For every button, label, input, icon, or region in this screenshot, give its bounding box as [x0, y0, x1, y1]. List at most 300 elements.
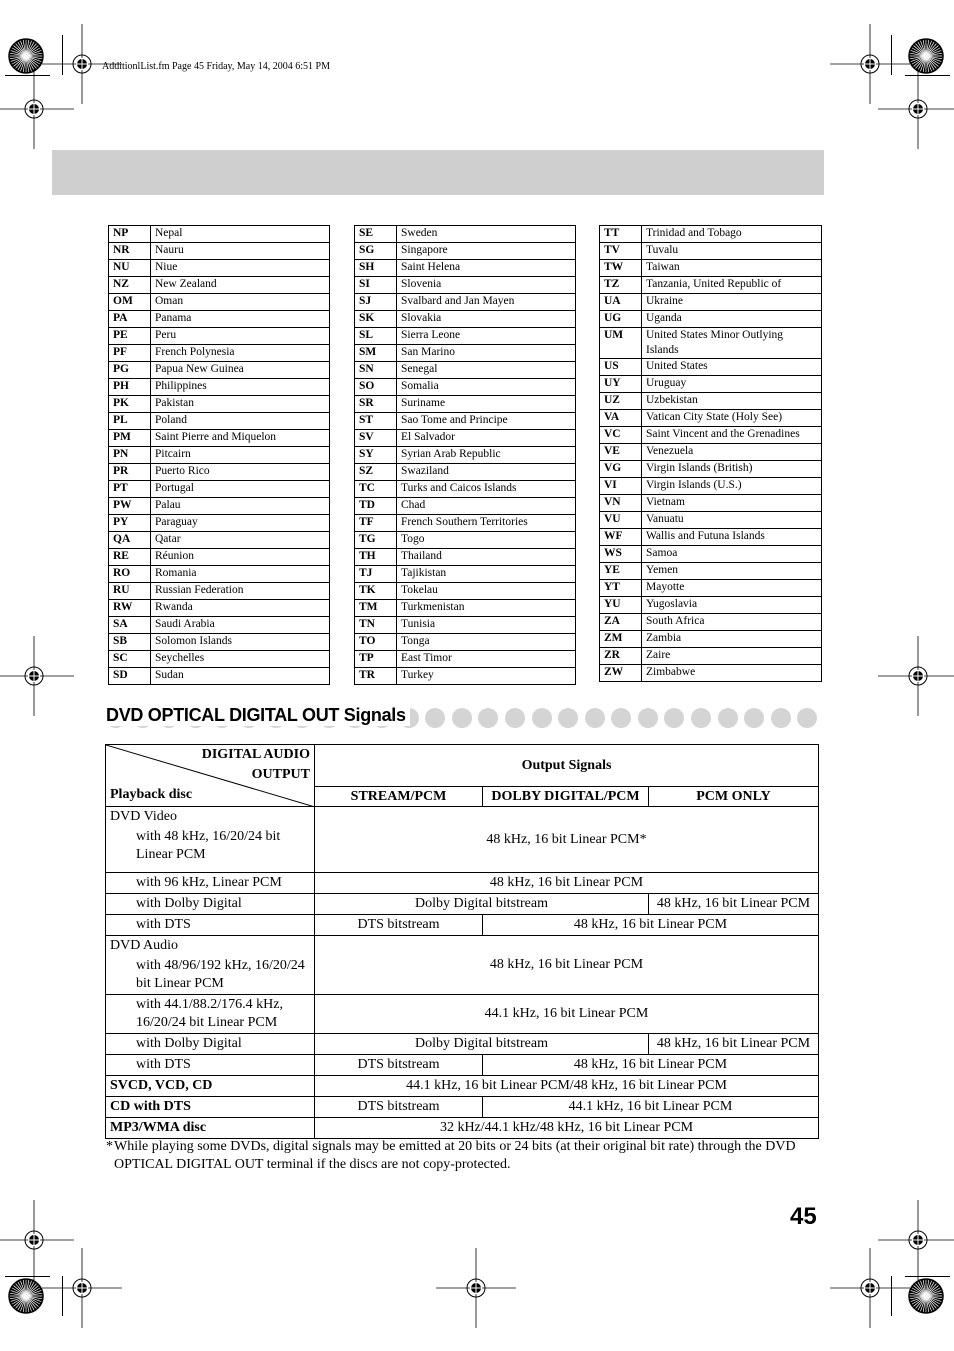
- country-name: Thailand: [397, 549, 576, 566]
- country-code: TV: [600, 243, 642, 260]
- country-row: [355, 243, 576, 260]
- country-name: Saudi Arabia: [151, 617, 330, 634]
- country-row: [109, 413, 330, 430]
- country-name: Solomon Islands: [151, 634, 330, 651]
- label-mp3: MP3/WMA disc: [106, 1118, 315, 1139]
- country-name: Puerto Rico: [151, 464, 330, 481]
- label-svcd: SVCD, VCD, CD: [106, 1076, 315, 1097]
- crop-mark: [62, 1276, 63, 1316]
- crop-mark: [5, 1276, 50, 1277]
- country-row: [600, 226, 822, 243]
- country-code: VA: [600, 410, 642, 427]
- country-code: SI: [355, 277, 397, 294]
- country-code: TH: [355, 549, 397, 566]
- country-code: VG: [600, 461, 642, 478]
- cell-da-48-out: 48 kHz, 16 bit Linear PCM: [315, 936, 819, 995]
- registration-crosshair: [830, 1248, 910, 1328]
- country-row: [109, 464, 330, 481]
- cell-da-dts-out2: 48 kHz, 16 bit Linear PCM: [483, 1055, 819, 1076]
- label-da-dts: with DTS: [106, 1055, 315, 1076]
- title-dot: [585, 708, 605, 728]
- country-name: Pitcairn: [151, 447, 330, 464]
- label-da-dolby: with Dolby Digital: [106, 1034, 315, 1055]
- country-code: ZA: [600, 614, 642, 631]
- country-row: [600, 393, 822, 410]
- country-row: [355, 379, 576, 396]
- country-name: Zaire: [642, 648, 822, 665]
- country-code: PR: [109, 464, 151, 481]
- country-name: Tuvalu: [642, 243, 822, 260]
- country-row: [600, 631, 822, 648]
- country-name: Saint Helena: [397, 260, 576, 277]
- country-name: Panama: [151, 311, 330, 328]
- country-code: ST: [355, 413, 397, 430]
- country-code: WS: [600, 546, 642, 563]
- country-name: Saint Pierre and Miquelon: [151, 430, 330, 447]
- country-code: SM: [355, 345, 397, 362]
- country-name: Vatican City State (Holy See): [642, 410, 822, 427]
- country-name: Réunion: [151, 549, 330, 566]
- country-row: [109, 566, 330, 583]
- country-name: Zimbabwe: [642, 665, 822, 682]
- country-name: Syrian Arab Republic: [397, 447, 576, 464]
- country-row: [600, 478, 822, 495]
- country-code: TN: [355, 617, 397, 634]
- country-code-table-1: [108, 225, 330, 685]
- country-row: [355, 668, 576, 685]
- header-pcm-only: PCM ONLY: [649, 787, 819, 807]
- country-row: [355, 549, 576, 566]
- country-code: SA: [109, 617, 151, 634]
- country-name: San Marino: [397, 345, 576, 362]
- country-row: [600, 311, 822, 328]
- registration-crosshair: [436, 1248, 516, 1328]
- country-code: RU: [109, 583, 151, 600]
- country-name: Turkmenistan: [397, 600, 576, 617]
- country-name: Togo: [397, 532, 576, 549]
- country-code: PW: [109, 498, 151, 515]
- cell-dv-96-out: 48 kHz, 16 bit Linear PCM: [315, 873, 819, 894]
- country-code: VC: [600, 427, 642, 444]
- registration-sunburst: [906, 1276, 946, 1316]
- header-playback-disc: Playback disc: [110, 787, 193, 802]
- country-name: Venezuela: [642, 444, 822, 461]
- signals-table: [105, 744, 819, 1139]
- country-row: [109, 396, 330, 413]
- header-digital-audio: DIGITAL AUDIO: [201, 747, 310, 762]
- registration-crosshair: [878, 69, 954, 149]
- country-row: [355, 651, 576, 668]
- country-code: UG: [600, 311, 642, 328]
- country-code: YU: [600, 597, 642, 614]
- country-name: Yemen: [642, 563, 822, 580]
- country-row: [600, 461, 822, 478]
- label-dv-dolby: with Dolby Digital: [106, 894, 315, 915]
- title-dot: [478, 708, 498, 728]
- country-row: [355, 566, 576, 583]
- country-row: [355, 362, 576, 379]
- country-row: [600, 563, 822, 580]
- country-name: Svalbard and Jan Mayen: [397, 294, 576, 311]
- country-name: Turks and Caicos Islands: [397, 481, 576, 498]
- country-name: Russian Federation: [151, 583, 330, 600]
- country-code: SD: [109, 668, 151, 685]
- country-row: [355, 226, 576, 243]
- country-code: UM: [600, 328, 642, 359]
- country-code: SB: [109, 634, 151, 651]
- label-dv-96: with 96 kHz, Linear PCM: [106, 873, 315, 894]
- country-name: Swaziland: [397, 464, 576, 481]
- country-code: PM: [109, 430, 151, 447]
- country-code: YE: [600, 563, 642, 580]
- country-code: TR: [355, 668, 397, 685]
- country-name: Singapore: [397, 243, 576, 260]
- title-dot: [718, 708, 738, 728]
- country-row: [109, 260, 330, 277]
- country-code: ZW: [600, 665, 642, 682]
- title-dot: [425, 708, 445, 728]
- header-dolby-pcm: DOLBY DIGITAL/PCM: [483, 787, 649, 807]
- footnote: [106, 1138, 822, 1174]
- label-da-44: with 44.1/88.2/176.4 kHz, 16/20/24 bit Linear PCM: [106, 995, 315, 1034]
- country-name: Romania: [151, 566, 330, 583]
- row-dvd-video-48: [106, 807, 315, 873]
- country-name: Papua New Guinea: [151, 362, 330, 379]
- title-dot: [611, 708, 631, 728]
- country-row: [600, 359, 822, 376]
- country-name: El Salvador: [397, 430, 576, 447]
- country-name: New Zealand: [151, 277, 330, 294]
- footnote-text: While playing some DVDs, digital signals may be emitted at 20 bits or 24 bits (at their original bit rate) through the DVD OPTICAL DIGITAL OUT terminal if the discs are not copy-protected.: [114, 1139, 796, 1172]
- country-code: RW: [109, 600, 151, 617]
- country-code: PF: [109, 345, 151, 362]
- cell-dv-dts-out1: DTS bitstream: [315, 915, 483, 936]
- country-row: [109, 651, 330, 668]
- country-name: Uruguay: [642, 376, 822, 393]
- country-row: [109, 583, 330, 600]
- country-row: [355, 464, 576, 481]
- country-row: [109, 362, 330, 379]
- title-dot: [532, 708, 552, 728]
- country-row: [355, 617, 576, 634]
- country-name: East Timor: [397, 651, 576, 668]
- country-code: SH: [355, 260, 397, 277]
- country-name: Sweden: [397, 226, 576, 243]
- file-header-line: AdditionlList.fm Page 45 Friday, May 14, 2004 6:51 PM: [102, 61, 330, 72]
- country-code: PT: [109, 481, 151, 498]
- page-number: 45: [790, 1203, 817, 1230]
- country-name: French Polynesia: [151, 345, 330, 362]
- country-name: South Africa: [642, 614, 822, 631]
- country-row: [109, 447, 330, 464]
- country-name: Paraguay: [151, 515, 330, 532]
- country-row: [109, 617, 330, 634]
- country-name: Oman: [151, 294, 330, 311]
- cell-mp3-out: 32 kHz/44.1 kHz/48 kHz, 16 bit Linear PCM: [315, 1118, 819, 1139]
- cell-da-dts-out1: DTS bitstream: [315, 1055, 483, 1076]
- crop-mark: [905, 75, 950, 76]
- title-dot: [771, 708, 791, 728]
- country-name: Portugal: [151, 481, 330, 498]
- country-code: RO: [109, 566, 151, 583]
- country-code: NZ: [109, 277, 151, 294]
- header-output-signals: Output Signals: [315, 745, 819, 787]
- country-code: US: [600, 359, 642, 376]
- country-name: French Southern Territories: [397, 515, 576, 532]
- country-code: ZM: [600, 631, 642, 648]
- title-dot: [744, 708, 764, 728]
- country-name: Sao Tome and Principe: [397, 413, 576, 430]
- country-code: SG: [355, 243, 397, 260]
- registration-sunburst: [6, 1276, 46, 1316]
- country-code: UZ: [600, 393, 642, 410]
- country-row: [600, 376, 822, 393]
- group-dvd-audio: DVD Audio: [110, 938, 179, 953]
- country-name: Uganda: [642, 311, 822, 328]
- country-name: Tanzania, United Republic of: [642, 277, 822, 294]
- country-name: Poland: [151, 413, 330, 430]
- country-name: Seychelles: [151, 651, 330, 668]
- country-name: Virgin Islands (U.S.): [642, 478, 822, 495]
- country-row: [600, 529, 822, 546]
- country-row: [109, 430, 330, 447]
- country-row: [109, 634, 330, 651]
- country-code: SO: [355, 379, 397, 396]
- country-name: Slovakia: [397, 311, 576, 328]
- country-code: VU: [600, 512, 642, 529]
- country-code: OM: [109, 294, 151, 311]
- country-code: TZ: [600, 277, 642, 294]
- country-code: SN: [355, 362, 397, 379]
- header-output: OUTPUT: [251, 767, 310, 782]
- country-code: TP: [355, 651, 397, 668]
- country-code: SL: [355, 328, 397, 345]
- country-code: SK: [355, 311, 397, 328]
- country-row: [109, 481, 330, 498]
- country-code: SR: [355, 396, 397, 413]
- country-code: PH: [109, 379, 151, 396]
- country-row: [109, 328, 330, 345]
- country-row: [109, 243, 330, 260]
- country-name: Wallis and Futuna Islands: [642, 529, 822, 546]
- country-code: YT: [600, 580, 642, 597]
- country-code: TO: [355, 634, 397, 651]
- country-name: Turkey: [397, 668, 576, 685]
- country-code: SC: [109, 651, 151, 668]
- country-code: PK: [109, 396, 151, 413]
- country-name: Zambia: [642, 631, 822, 648]
- country-row: [355, 328, 576, 345]
- cell-svcd-out: 44.1 kHz, 16 bit Linear PCM/48 kHz, 16 bit Linear PCM: [315, 1076, 819, 1097]
- country-code: TC: [355, 481, 397, 498]
- group-dvd-video: DVD Video: [110, 809, 177, 824]
- country-code: VN: [600, 495, 642, 512]
- country-row: [600, 444, 822, 461]
- cell-cd-dts-out1: DTS bitstream: [315, 1097, 483, 1118]
- cell-dv-dolby-out1: Dolby Digital bitstream: [315, 894, 649, 915]
- registration-crosshair: [878, 636, 954, 716]
- country-code-table-2: [354, 225, 576, 685]
- country-row: [355, 498, 576, 515]
- country-row: [355, 583, 576, 600]
- country-name: Vietnam: [642, 495, 822, 512]
- country-name: Samoa: [642, 546, 822, 563]
- country-row: [600, 427, 822, 444]
- country-row: [109, 532, 330, 549]
- country-row: [355, 311, 576, 328]
- label-cd-dts: CD with DTS: [106, 1097, 315, 1118]
- country-code: QA: [109, 532, 151, 549]
- country-row: [355, 515, 576, 532]
- registration-crosshair: [0, 636, 74, 716]
- country-name: United States Minor Outlying Islands: [642, 328, 822, 359]
- country-code: PE: [109, 328, 151, 345]
- country-code: NU: [109, 260, 151, 277]
- label-da-48: with 48/96/192 kHz, 16/20/24 bit Linear PCM: [136, 958, 305, 991]
- country-name: Trinidad and Tobago: [642, 226, 822, 243]
- country-name: Niue: [151, 260, 330, 277]
- country-code: UY: [600, 376, 642, 393]
- country-code: TG: [355, 532, 397, 549]
- country-row: [600, 597, 822, 614]
- country-code: SY: [355, 447, 397, 464]
- country-name: Tunisia: [397, 617, 576, 634]
- country-row: [355, 260, 576, 277]
- label-dv-dts: with DTS: [106, 915, 315, 936]
- country-name: Chad: [397, 498, 576, 515]
- crop-mark: [62, 35, 63, 75]
- country-code-table-3: [599, 225, 822, 682]
- row-dvd-audio-48: [106, 936, 315, 995]
- country-code: PG: [109, 362, 151, 379]
- country-name: Vanuatu: [642, 512, 822, 529]
- country-row: [600, 243, 822, 260]
- country-row: [109, 226, 330, 243]
- country-name: Virgin Islands (British): [642, 461, 822, 478]
- country-code: TW: [600, 260, 642, 277]
- country-row: [600, 260, 822, 277]
- header-diagonal-cell: [106, 745, 315, 807]
- country-code: SZ: [355, 464, 397, 481]
- country-name: Somalia: [397, 379, 576, 396]
- crop-mark: [891, 1276, 892, 1316]
- country-code: PL: [109, 413, 151, 430]
- country-name: Saint Vincent and the Grenadines: [642, 427, 822, 444]
- country-row: [600, 495, 822, 512]
- country-name: Sudan: [151, 668, 330, 685]
- registration-crosshair: [0, 69, 74, 149]
- country-row: [355, 447, 576, 464]
- country-row: [600, 328, 822, 359]
- country-row: [109, 311, 330, 328]
- country-name: Taiwan: [642, 260, 822, 277]
- country-name: Pakistan: [151, 396, 330, 413]
- country-name: United States: [642, 359, 822, 376]
- cell-da-44-out: 44.1 kHz, 16 bit Linear PCM: [315, 995, 819, 1034]
- country-name: Sierra Leone: [397, 328, 576, 345]
- country-row: [600, 294, 822, 311]
- country-name: Nauru: [151, 243, 330, 260]
- cell-da-dolby-out2: 48 kHz, 16 bit Linear PCM: [649, 1034, 819, 1055]
- title-dot: [638, 708, 658, 728]
- country-code: TM: [355, 600, 397, 617]
- country-code: TJ: [355, 566, 397, 583]
- country-name: Tonga: [397, 634, 576, 651]
- title-dot: [691, 708, 711, 728]
- country-row: [109, 294, 330, 311]
- country-name: Qatar: [151, 532, 330, 549]
- footnote-star: *: [106, 1139, 113, 1154]
- country-row: [355, 277, 576, 294]
- country-code: TT: [600, 226, 642, 243]
- country-code: TD: [355, 498, 397, 515]
- country-code: VE: [600, 444, 642, 461]
- country-row: [109, 668, 330, 685]
- country-row: [355, 345, 576, 362]
- country-row: [355, 413, 576, 430]
- country-row: [355, 481, 576, 498]
- country-name: Uzbekistan: [642, 393, 822, 410]
- title-dot: [797, 708, 817, 728]
- country-row: [600, 580, 822, 597]
- country-row: [109, 379, 330, 396]
- title-dot: [452, 708, 472, 728]
- country-row: [600, 546, 822, 563]
- country-row: [600, 648, 822, 665]
- cell-dv-48-out: 48 kHz, 16 bit Linear PCM*: [315, 807, 819, 873]
- cell-dv-dts-out2: 48 kHz, 16 bit Linear PCM: [483, 915, 819, 936]
- country-name: Peru: [151, 328, 330, 345]
- header-stream-pcm: STREAM/PCM: [315, 787, 483, 807]
- country-row: [109, 549, 330, 566]
- country-row: [109, 600, 330, 617]
- cell-da-dolby-out1: Dolby Digital bitstream: [315, 1034, 649, 1055]
- country-code: TK: [355, 583, 397, 600]
- country-row: [109, 515, 330, 532]
- country-code: PN: [109, 447, 151, 464]
- country-name: Tokelau: [397, 583, 576, 600]
- country-row: [600, 665, 822, 682]
- country-row: [109, 498, 330, 515]
- country-row: [109, 277, 330, 294]
- country-name: Slovenia: [397, 277, 576, 294]
- country-code: ZR: [600, 648, 642, 665]
- country-name: Yugoslavia: [642, 597, 822, 614]
- country-code: NP: [109, 226, 151, 243]
- country-code: PA: [109, 311, 151, 328]
- country-row: [600, 277, 822, 294]
- country-code: VI: [600, 478, 642, 495]
- country-code: RE: [109, 549, 151, 566]
- label-dv-48: with 48 kHz, 16/20/24 bit Linear PCM: [136, 829, 281, 862]
- country-row: [600, 614, 822, 631]
- country-row: [355, 634, 576, 651]
- country-row: [355, 430, 576, 447]
- country-row: [600, 410, 822, 427]
- country-name: Nepal: [151, 226, 330, 243]
- title-dot: [664, 708, 684, 728]
- cell-dv-dolby-out2: 48 kHz, 16 bit Linear PCM: [649, 894, 819, 915]
- registration-crosshair: [42, 1248, 122, 1328]
- country-row: [355, 600, 576, 617]
- country-code: UA: [600, 294, 642, 311]
- cell-cd-dts-out2: 44.1 kHz, 16 bit Linear PCM: [483, 1097, 819, 1118]
- country-name: Palau: [151, 498, 330, 515]
- country-row: [355, 532, 576, 549]
- crop-mark: [905, 1276, 950, 1277]
- title-dot: [558, 708, 578, 728]
- crop-mark: [891, 35, 892, 75]
